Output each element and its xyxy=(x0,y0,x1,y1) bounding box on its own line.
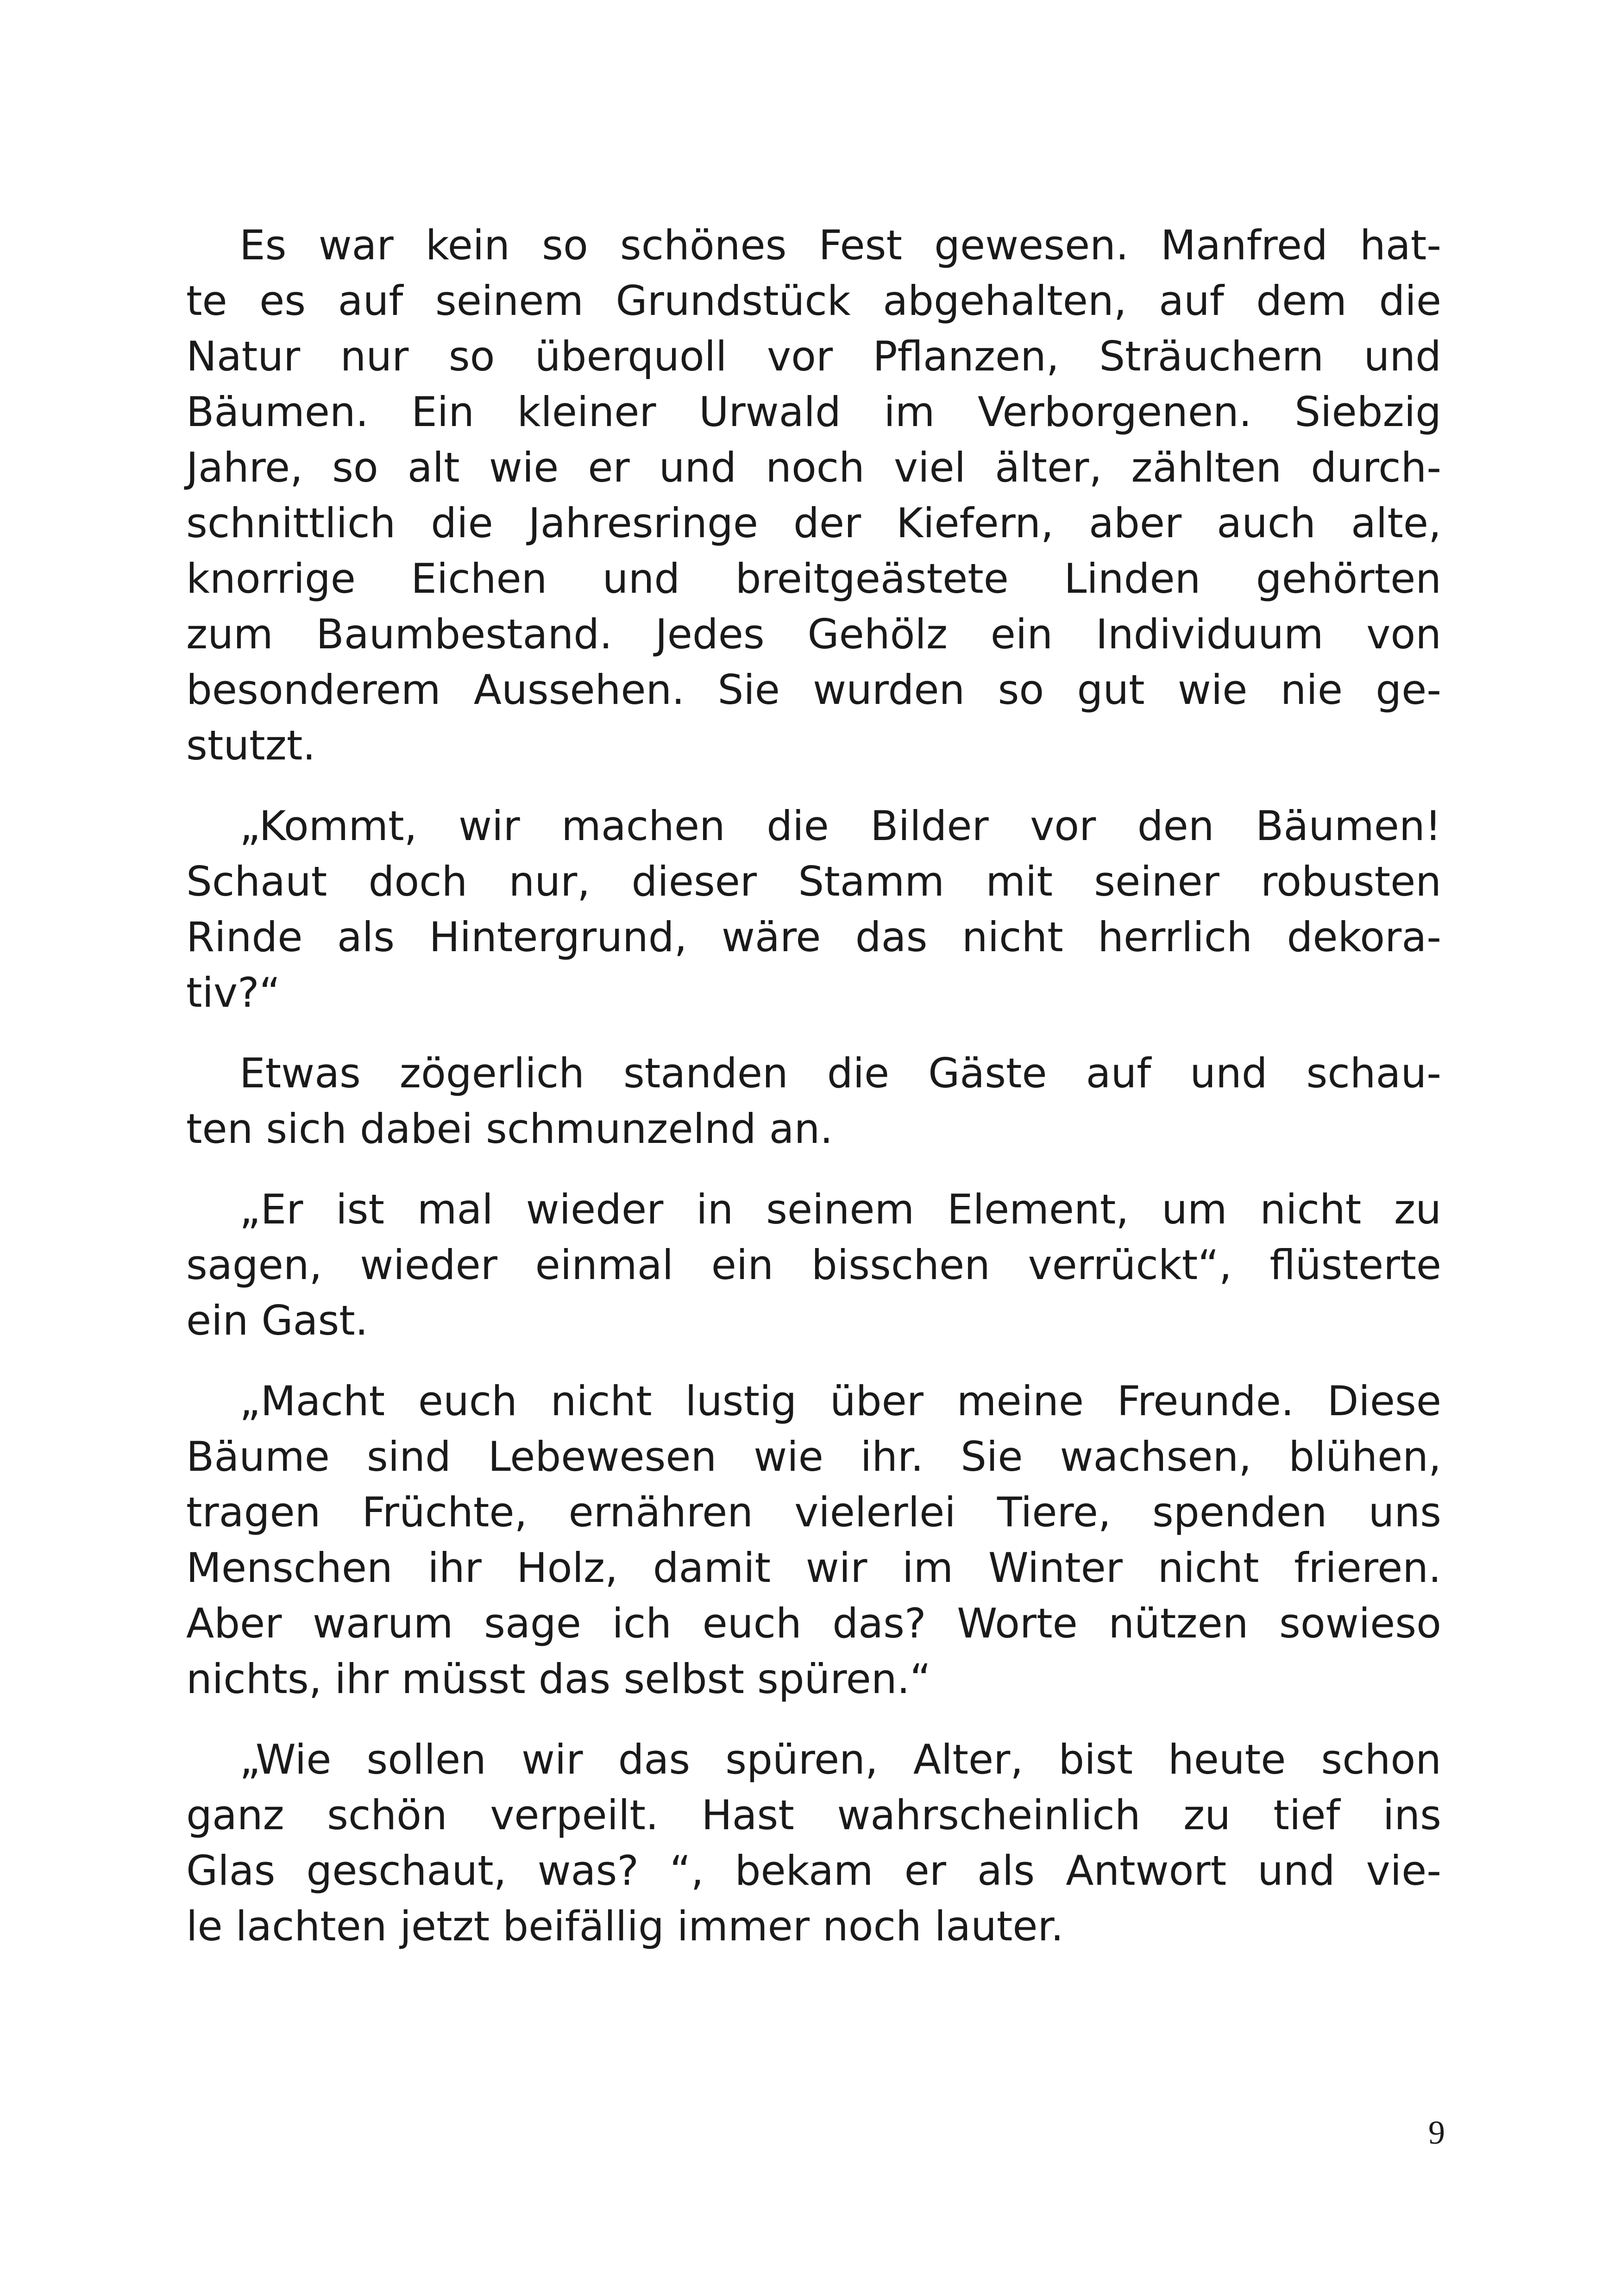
page-number: 9 xyxy=(1428,2114,1445,2151)
text-line: Rinde als Hintergrund, wäre das nicht herrlich dekora- xyxy=(186,913,1441,961)
text-line: ganz schön verpeilt. Hast wahrscheinlich zu tief ins xyxy=(186,1791,1441,1839)
text-line: Es war kein so schönes Fest gewesen. Manfred hat- xyxy=(239,221,1441,269)
text-line: Natur nur so überquoll vor Pflanzen, Sträuchern und xyxy=(186,332,1441,380)
text-line: Glas geschaut, was? “, bekam er als Antwort und vie- xyxy=(186,1847,1441,1895)
paragraph-1 xyxy=(186,218,1441,773)
paragraph-2 xyxy=(186,798,1441,1021)
text-line: zum Baumbestand. Jedes Gehölz ein Individuum von xyxy=(186,610,1441,658)
text-line: Bäumen. Ein kleiner Urwald im Verborgenen. Siebzig xyxy=(186,388,1441,436)
text-line: sagen, wieder einmal ein bisschen verrückt“, flüsterte xyxy=(186,1241,1441,1289)
text-line: ein Gast. xyxy=(186,1297,368,1344)
paragraph-5 xyxy=(186,1374,1441,1707)
text-line: „Er ist mal wieder in seinem Element, um nicht zu xyxy=(239,1186,1441,1233)
text-line: Bäume sind Lebewesen wie ihr. Sie wachsen, blühen, xyxy=(186,1433,1441,1480)
text-line: te es auf seinem Grundstück abgehalten, auf dem die xyxy=(186,277,1441,325)
paragraph-4 xyxy=(186,1182,1441,1349)
paragraph-3 xyxy=(186,1046,1441,1157)
text-line: Jahre, so alt wie er und noch viel älter, zählten durch- xyxy=(186,444,1441,491)
text-line: tragen Früchte, ernähren vielerlei Tiere, spenden uns xyxy=(186,1488,1441,1536)
text-line: Menschen ihr Holz, damit wir im Winter nicht frieren. xyxy=(186,1544,1441,1592)
text-line: „Kommt, wir machen die Bilder vor den Bäumen! xyxy=(239,802,1441,850)
paragraph-6 xyxy=(186,1732,1441,1954)
text-line: schnittlich die Jahresringe der Kiefern, aber auch alte, xyxy=(186,499,1441,547)
text-line: „Wie sollen wir das spüren, Alter, bist heute schon xyxy=(239,1736,1441,1783)
text-line: „Macht euch nicht lustig über meine Freunde. Diese xyxy=(239,1377,1441,1425)
text-line: nichts, ihr müsst das selbst spüren.“ xyxy=(186,1655,931,1703)
text-line: ten sich dabei schmunzelnd an. xyxy=(186,1105,833,1153)
text-line: stutzt. xyxy=(186,721,316,769)
text-line: knorrige Eichen und breitgeästete Linden gehörten xyxy=(186,555,1441,602)
text-line: Etwas zögerlich standen die Gäste auf und schau- xyxy=(239,1049,1441,1097)
text-line: Schaut doch nur, dieser Stamm mit seiner robusten xyxy=(186,858,1441,905)
text-line: Aber warum sage ich euch das? Worte nützen sowieso xyxy=(186,1600,1441,1647)
text-line: le lachten jetzt beifällig immer noch lauter. xyxy=(186,1902,1064,1950)
body-text xyxy=(186,218,1441,1979)
text-line: besonderem Aussehen. Sie wurden so gut wie nie ge- xyxy=(186,666,1441,714)
text-line: tiv?“ xyxy=(186,969,281,1016)
